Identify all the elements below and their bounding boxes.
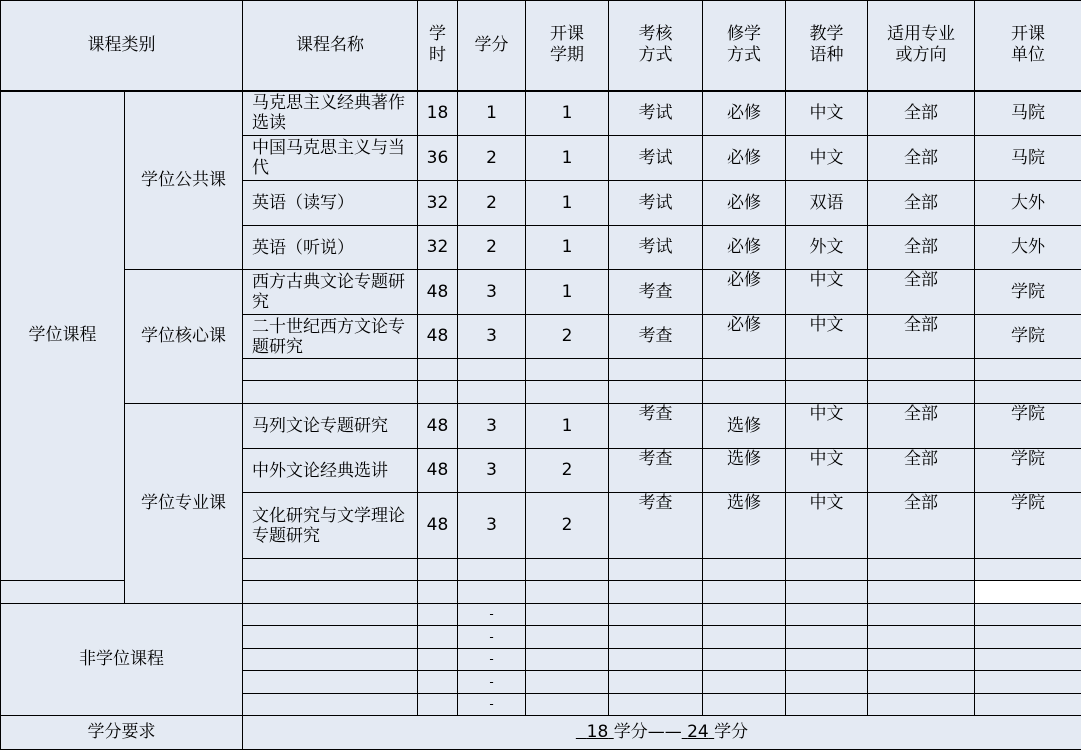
course-credits: 1 bbox=[458, 91, 526, 136]
course-language: 中文 bbox=[786, 449, 868, 493]
course-major: 全部 bbox=[868, 181, 975, 226]
course-credits: 3 bbox=[458, 493, 526, 559]
credit-dash: - bbox=[458, 649, 526, 671]
empty-cell bbox=[243, 581, 418, 604]
empty-cell bbox=[868, 626, 975, 649]
empty-cell bbox=[868, 559, 975, 581]
nondegree-row bbox=[1, 604, 1081, 626]
course-name: 马列文论专题研究 bbox=[243, 404, 418, 449]
empty-cell bbox=[243, 649, 418, 671]
credit-requirement-value bbox=[243, 716, 1081, 750]
empty-cell bbox=[703, 671, 786, 694]
course-name: 文化研究与文学理论专题研究 bbox=[243, 493, 418, 559]
course-term: 1 bbox=[526, 404, 609, 449]
header-hours-text: 学 时 bbox=[429, 24, 446, 66]
course-unit: 学院 bbox=[975, 315, 1081, 359]
course-name: 中国马克思主义与当代 bbox=[243, 136, 418, 181]
empty-cell bbox=[609, 381, 703, 404]
empty-cell bbox=[418, 359, 458, 381]
empty-cell bbox=[609, 649, 703, 671]
course-term: 2 bbox=[526, 315, 609, 359]
empty-cell bbox=[868, 381, 975, 404]
course-exam: 考查 bbox=[609, 315, 703, 359]
course-term: 2 bbox=[526, 493, 609, 559]
course-credits: 2 bbox=[458, 226, 526, 270]
empty-cell bbox=[243, 671, 418, 694]
course-exam: 考试 bbox=[609, 226, 703, 270]
empty-cell bbox=[418, 581, 458, 604]
empty-cell bbox=[243, 694, 418, 716]
course-hours: 18 bbox=[418, 91, 458, 136]
empty-cell bbox=[703, 626, 786, 649]
course-study: 必修 bbox=[703, 181, 786, 226]
course-study: 必修 bbox=[703, 136, 786, 181]
course-hours: 36 bbox=[418, 136, 458, 181]
course-term: 1 bbox=[526, 181, 609, 226]
course-term: 1 bbox=[526, 91, 609, 136]
course-exam: 考查 bbox=[609, 404, 703, 449]
course-name: 西方古典文论专题研究 bbox=[243, 270, 418, 315]
empty-cell bbox=[786, 559, 868, 581]
empty-cell bbox=[243, 604, 418, 626]
course-major: 全部 bbox=[868, 315, 975, 359]
course-study: 选修 bbox=[703, 404, 786, 449]
empty-cell bbox=[703, 559, 786, 581]
course-study: 必修 bbox=[703, 91, 786, 136]
empty-cell bbox=[703, 581, 786, 604]
empty-cell bbox=[243, 559, 418, 581]
empty-cell bbox=[418, 649, 458, 671]
table-row bbox=[1, 270, 1081, 315]
course-unit: 马院 bbox=[975, 136, 1081, 181]
empty-cell bbox=[786, 626, 868, 649]
empty-cell bbox=[526, 359, 609, 381]
empty-cell bbox=[526, 649, 609, 671]
group-nondegree: 非学位课程 bbox=[1, 604, 243, 716]
empty-cell bbox=[526, 626, 609, 649]
course-language: 中文 bbox=[786, 493, 868, 559]
empty-cell bbox=[418, 604, 458, 626]
credit-sep2: 学分 bbox=[714, 722, 749, 742]
credit-dash: - bbox=[458, 626, 526, 649]
empty-cell bbox=[703, 604, 786, 626]
course-exam: 考查 bbox=[609, 449, 703, 493]
empty-cell bbox=[458, 581, 526, 604]
header-term bbox=[526, 1, 609, 91]
header-major bbox=[868, 1, 975, 91]
empty-cell bbox=[786, 649, 868, 671]
header-unit-text: 开课 单位 bbox=[1011, 24, 1045, 66]
course-unit: 大外 bbox=[975, 226, 1081, 270]
course-major: 全部 bbox=[868, 91, 975, 136]
course-major: 全部 bbox=[868, 404, 975, 449]
empty-cell bbox=[786, 671, 868, 694]
empty-cell bbox=[703, 649, 786, 671]
empty-cell bbox=[975, 694, 1081, 716]
empty-cell bbox=[243, 626, 418, 649]
table-row bbox=[1, 404, 1081, 449]
empty-cell bbox=[418, 626, 458, 649]
empty-cell bbox=[458, 381, 526, 404]
header-exam bbox=[609, 1, 703, 91]
course-exam: 考试 bbox=[609, 136, 703, 181]
credit-max-text: 24 bbox=[687, 722, 709, 742]
empty-cell bbox=[975, 359, 1081, 381]
course-name: 英语（读写） bbox=[243, 181, 418, 226]
header-major-text: 适用专业 或方向 bbox=[887, 24, 955, 66]
credit-requirement-label: 学分要求 bbox=[1, 716, 243, 750]
course-language: 双语 bbox=[786, 181, 868, 226]
header-exam-text: 考核 方式 bbox=[638, 24, 673, 66]
empty-cell bbox=[786, 694, 868, 716]
empty-cell bbox=[609, 604, 703, 626]
course-credits: 2 bbox=[458, 181, 526, 226]
empty-cell bbox=[975, 671, 1081, 694]
empty-cell bbox=[526, 381, 609, 404]
course-exam: 考查 bbox=[609, 270, 703, 315]
empty-cell bbox=[418, 559, 458, 581]
empty-cell bbox=[418, 381, 458, 404]
course-hours: 48 bbox=[418, 493, 458, 559]
course-term: 2 bbox=[526, 449, 609, 493]
course-credits: 2 bbox=[458, 136, 526, 181]
course-term: 1 bbox=[526, 226, 609, 270]
course-language: 中文 bbox=[786, 270, 868, 315]
header-course-name: 课程名称 bbox=[243, 1, 418, 91]
empty-cell bbox=[786, 581, 868, 604]
empty-cell bbox=[243, 381, 418, 404]
group-core: 学位核心课 bbox=[125, 270, 243, 404]
empty-cell bbox=[868, 649, 975, 671]
empty-cell bbox=[975, 381, 1081, 404]
header-term-text: 开课 学期 bbox=[550, 24, 584, 66]
empty-cell bbox=[786, 381, 868, 404]
course-study: 必修 bbox=[703, 226, 786, 270]
empty-cell bbox=[418, 694, 458, 716]
header-row bbox=[1, 1, 1081, 91]
empty-cell bbox=[975, 626, 1081, 649]
header-credits: 学分 bbox=[458, 1, 526, 91]
empty-cell bbox=[526, 694, 609, 716]
course-name: 二十世纪西方文论专题研究 bbox=[243, 315, 418, 359]
course-hours: 48 bbox=[418, 404, 458, 449]
course-major: 全部 bbox=[868, 449, 975, 493]
course-unit: 大外 bbox=[975, 181, 1081, 226]
empty-cell bbox=[703, 381, 786, 404]
course-unit: 马院 bbox=[975, 91, 1081, 136]
course-language: 外文 bbox=[786, 226, 868, 270]
empty-cell bbox=[868, 671, 975, 694]
course-name: 马克思主义经典著作选读 bbox=[243, 91, 418, 136]
course-hours: 48 bbox=[418, 449, 458, 493]
course-name: 英语（听说） bbox=[243, 226, 418, 270]
header-study bbox=[703, 1, 786, 91]
course-major: 全部 bbox=[868, 226, 975, 270]
course-study: 选修 bbox=[703, 449, 786, 493]
course-major: 全部 bbox=[868, 270, 975, 315]
empty-cell bbox=[458, 359, 526, 381]
empty-cell bbox=[609, 694, 703, 716]
course-exam: 考试 bbox=[609, 91, 703, 136]
course-language: 中文 bbox=[786, 315, 868, 359]
credit-min bbox=[576, 722, 614, 742]
empty-cell bbox=[418, 671, 458, 694]
course-exam: 考查 bbox=[609, 493, 703, 559]
header-hours bbox=[418, 1, 458, 91]
credit-requirement-row bbox=[1, 716, 1081, 750]
header-study-text: 修学 方式 bbox=[727, 24, 761, 66]
course-hours: 32 bbox=[418, 181, 458, 226]
credit-min-text: 18 bbox=[586, 722, 609, 742]
course-term: 1 bbox=[526, 270, 609, 315]
empty-cell bbox=[526, 581, 609, 604]
course-hours: 48 bbox=[418, 315, 458, 359]
empty-cell bbox=[609, 359, 703, 381]
course-study: 必修 bbox=[703, 270, 786, 315]
empty-cell bbox=[868, 359, 975, 381]
empty-cell bbox=[975, 649, 1081, 671]
course-hours: 48 bbox=[418, 270, 458, 315]
empty-cell bbox=[868, 581, 975, 604]
empty-cell bbox=[975, 604, 1081, 626]
empty-cell bbox=[526, 604, 609, 626]
course-major: 全部 bbox=[868, 493, 975, 559]
course-unit: 学院 bbox=[975, 449, 1081, 493]
group-degree: 学位课程 bbox=[1, 91, 125, 581]
empty-cell bbox=[786, 359, 868, 381]
course-unit: 学院 bbox=[975, 404, 1081, 449]
course-credits: 3 bbox=[458, 404, 526, 449]
course-language: 中文 bbox=[786, 404, 868, 449]
header-language-text: 教学 语种 bbox=[809, 24, 844, 66]
header-category: 课程类别 bbox=[1, 1, 243, 91]
header-language bbox=[786, 1, 868, 91]
empty-cell bbox=[703, 359, 786, 381]
empty-cell bbox=[786, 604, 868, 626]
credit-dash: - bbox=[458, 604, 526, 626]
course-name: 中外文论经典选讲 bbox=[243, 449, 418, 493]
course-credits: 3 bbox=[458, 315, 526, 359]
course-language: 中文 bbox=[786, 91, 868, 136]
course-exam: 考试 bbox=[609, 181, 703, 226]
course-study: 选修 bbox=[703, 493, 786, 559]
empty-cell bbox=[975, 559, 1081, 581]
course-language: 中文 bbox=[786, 136, 868, 181]
course-major: 全部 bbox=[868, 136, 975, 181]
empty-cell bbox=[609, 671, 703, 694]
course-hours: 32 bbox=[418, 226, 458, 270]
table-row bbox=[1, 91, 1081, 136]
empty-cell bbox=[868, 604, 975, 626]
course-credits: 3 bbox=[458, 449, 526, 493]
empty-cell bbox=[609, 581, 703, 604]
empty-cell bbox=[703, 694, 786, 716]
empty-cell bbox=[609, 559, 703, 581]
header-unit bbox=[975, 1, 1081, 91]
credit-dash: - bbox=[458, 671, 526, 694]
credit-dash: - bbox=[458, 694, 526, 716]
empty-cell bbox=[868, 694, 975, 716]
credit-max bbox=[682, 722, 714, 742]
credit-sep1: 学分—— bbox=[613, 722, 682, 742]
course-unit: 学院 bbox=[975, 270, 1081, 315]
empty-cell bbox=[243, 359, 418, 381]
empty-cell bbox=[526, 559, 609, 581]
course-unit: 学院 bbox=[975, 493, 1081, 559]
empty-cell bbox=[609, 626, 703, 649]
group-special: 学位专业课 bbox=[125, 404, 243, 604]
course-study: 必修 bbox=[703, 315, 786, 359]
empty-cell bbox=[526, 671, 609, 694]
course-term: 1 bbox=[526, 136, 609, 181]
group-public: 学位公共课 bbox=[125, 91, 243, 270]
empty-cell bbox=[1, 581, 125, 604]
empty-cell bbox=[458, 559, 526, 581]
course-credits: 3 bbox=[458, 270, 526, 315]
